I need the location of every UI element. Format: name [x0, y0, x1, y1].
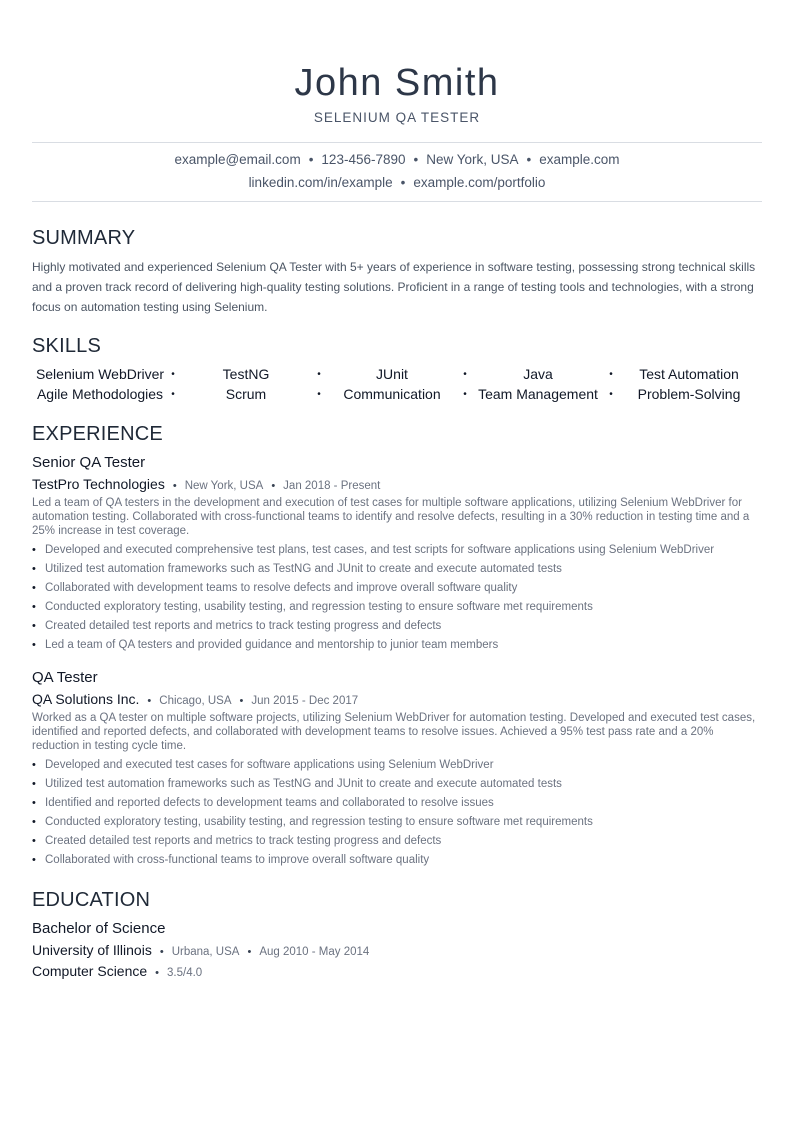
list-item: • Conducted exploratory testing, usability testing, and regression testing to ensure software met requirements	[32, 813, 762, 832]
bullet-dot: •	[32, 620, 36, 632]
education-entry	[32, 918, 762, 982]
job-bullets	[32, 541, 762, 655]
meta-separator: •	[172, 480, 177, 492]
experience-heading: EXPERIENCE	[32, 423, 163, 445]
contact-separator: •	[526, 152, 532, 167]
list-item: • Developed and executed comprehensive test plans, test cases, and test scripts for software applications using Selenium WebDriver	[32, 541, 762, 560]
contact-phone[interactable]: 123-456-7890	[321, 152, 406, 167]
bullet-dot: •	[32, 582, 36, 594]
meta-separator: •	[147, 695, 152, 707]
job-meta	[32, 689, 762, 710]
header-divider-bottom	[32, 201, 762, 202]
skill-separator: •	[463, 368, 467, 380]
meta-separator: •	[155, 967, 160, 979]
skill-item: Communication •	[324, 386, 470, 402]
skills-heading: SKILLS	[32, 335, 102, 357]
bullet-dot: •	[32, 835, 36, 847]
skill-separator: •	[171, 388, 175, 400]
skill-item: TestNG •	[178, 366, 324, 382]
bullet-dot: •	[32, 639, 36, 651]
list-item: • Collaborated with cross-functional teams to improve overall software quality	[32, 851, 762, 870]
education-gpa: 3.5/4.0	[167, 967, 203, 979]
skill-separator: •	[171, 368, 175, 380]
contact-separator: •	[413, 152, 419, 167]
list-item: • Utilized test automation frameworks such as TestNG and JUnit to create and execute automated tests	[32, 560, 762, 579]
summary-text: Highly motivated and experienced Selenium QA Tester with 5+ years of experience in software testing, possessing strong technical skills and a proven track record of delivering high-quality testing solutions. Proficient in a range of testing tools and technologies, with a strong focus on automation testing using Selenium.	[32, 260, 756, 314]
bullet-dot: •	[32, 778, 36, 790]
job-dates: Jan 2018 - Present	[283, 480, 381, 492]
contact-website[interactable]: example.com	[539, 152, 620, 167]
job-company: TestPro Technologies	[32, 476, 165, 492]
skill-separator: •	[609, 388, 613, 400]
candidate-title: SELENIUM QA TESTER	[313, 110, 481, 125]
job-company: QA Solutions Inc.	[32, 691, 140, 707]
header-divider-top	[32, 142, 762, 143]
education-dates: Aug 2010 - May 2014	[259, 946, 370, 958]
contact-line-1	[32, 152, 762, 167]
job-description: Worked as a QA tester on multiple software projects, utilizing Selenium WebDriver for automation testing. Developed and executed test cases, identified and reported defects, and collaborated with development teams to resolve issues. Achieved a 95% test pass rate and a 20% reduction in testing cycle time.	[32, 712, 756, 752]
experience-entry	[32, 667, 762, 870]
skill-separator: •	[609, 368, 613, 380]
contact-line-2	[32, 175, 762, 190]
skills-row	[32, 364, 762, 384]
job-dates: Jun 2015 - Dec 2017	[251, 695, 359, 707]
skill-item: Scrum •	[178, 386, 324, 402]
list-item: • Identified and reported defects to development teams and collaborated to resolve issues	[32, 794, 762, 813]
education-location: Urbana, USA	[171, 946, 240, 958]
contact-separator: •	[308, 152, 314, 167]
education-heading: EDUCATION	[32, 889, 151, 911]
bullet-dot: •	[32, 797, 36, 809]
job-location: Chicago, USA	[159, 695, 232, 707]
contact-linkedin[interactable]: linkedin.com/in/example	[248, 175, 393, 190]
skill-item: Problem-Solving	[637, 386, 741, 402]
skill-item: Selenium WebDriver •	[32, 366, 178, 382]
meta-separator: •	[159, 946, 164, 958]
candidate-name: John Smith	[294, 62, 500, 104]
job-meta	[32, 474, 762, 495]
education-major-row	[32, 961, 762, 982]
contact-location: New York, USA	[426, 152, 519, 167]
skill-separator: •	[317, 388, 321, 400]
skill-item: JUnit •	[324, 366, 470, 382]
education-school: University of Illinois	[32, 942, 152, 958]
skill-item: Java •	[470, 366, 616, 382]
job-location: New York, USA	[184, 480, 264, 492]
education-major: Computer Science	[32, 963, 148, 979]
bullet-dot: •	[32, 816, 36, 828]
skill-separator: •	[317, 368, 321, 380]
list-item: • Conducted exploratory testing, usability testing, and regression testing to ensure software met requirements	[32, 598, 762, 617]
education-degree: Bachelor of Science	[32, 920, 166, 937]
contact-separator: •	[400, 175, 406, 190]
list-item: • Utilized test automation frameworks such as TestNG and JUnit to create and execute automated tests	[32, 775, 762, 794]
skill-separator: •	[463, 388, 467, 400]
bullet-dot: •	[32, 601, 36, 613]
list-item: • Created detailed test reports and metrics to track testing progress and defects	[32, 832, 762, 851]
meta-separator: •	[271, 480, 276, 492]
meta-separator: •	[239, 695, 244, 707]
job-bullets	[32, 756, 762, 870]
skill-item: Test Automation	[639, 366, 739, 382]
contact-email[interactable]: example@email.com	[174, 152, 301, 167]
contact-portfolio[interactable]: example.com/portfolio	[413, 175, 546, 190]
skill-item: Team Management •	[470, 386, 616, 402]
job-title: QA Tester	[32, 669, 98, 686]
job-title: Senior QA Tester	[32, 454, 146, 471]
meta-separator: •	[247, 946, 252, 958]
list-item: • Collaborated with development teams to resolve defects and improve overall software quality	[32, 579, 762, 598]
education-meta	[32, 940, 762, 961]
skills-grid	[32, 364, 762, 404]
list-item: • Developed and executed test cases for software applications using Selenium WebDriver	[32, 756, 762, 775]
experience-entry	[32, 452, 762, 655]
bullet-dot: •	[32, 759, 36, 771]
bullet-dot: •	[32, 854, 36, 866]
skill-item: Agile Methodologies •	[32, 386, 178, 402]
skills-row	[32, 384, 762, 404]
list-item: • Led a team of QA testers and provided guidance and mentorship to junior team members	[32, 636, 762, 655]
job-description: Led a team of QA testers in the development and execution of test cases for multiple software applications, utilizing Selenium WebDriver for automation testing. Collaborated with cross-functional teams to identify and resolve defects, resulting in a 30% reduction in testing time and a 25% increase in test coverage.	[32, 497, 750, 537]
list-item: • Created detailed test reports and metrics to track testing progress and defects	[32, 617, 762, 636]
bullet-dot: •	[32, 563, 36, 575]
bullet-dot: •	[32, 544, 36, 556]
summary-heading: SUMMARY	[32, 227, 136, 249]
